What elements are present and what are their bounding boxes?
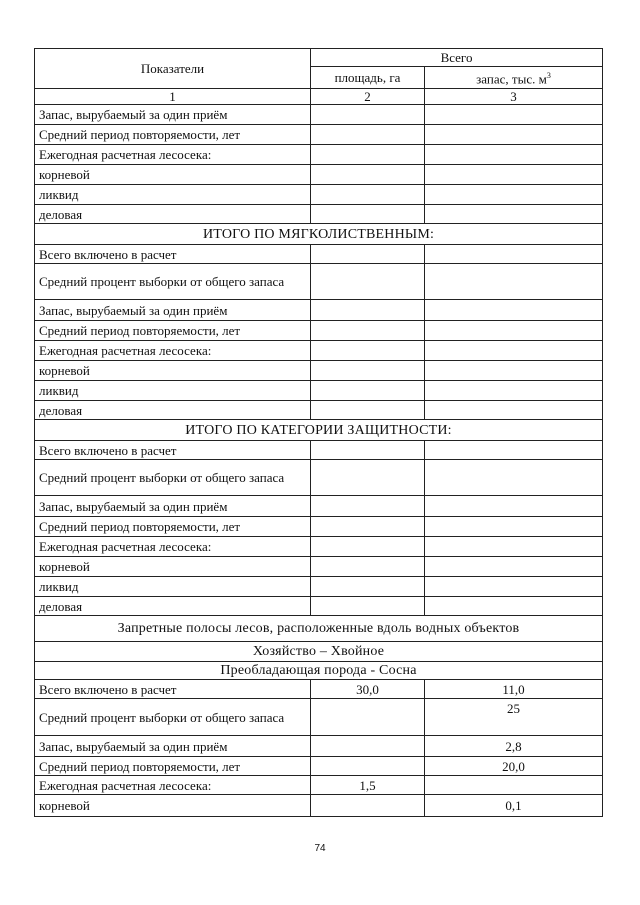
table-row [35, 496, 603, 517]
row-label: Средний период повторяемости, лет [35, 125, 311, 145]
row-label: Запас, вырубаемый за один приём [35, 496, 311, 517]
table-row [35, 517, 603, 537]
row-label: Всего включено в расчет [35, 245, 311, 264]
table-row [35, 776, 603, 795]
table-row [35, 205, 603, 224]
row-label: Ежегодная расчетная лесосека: [35, 776, 311, 795]
total-header: Всего [311, 49, 603, 67]
row-label: корневой [35, 361, 311, 381]
row-label: Средний процент выборки от общего запаса [35, 264, 311, 300]
stock-value: 25 [425, 699, 603, 736]
table-row [35, 537, 603, 557]
column-number: 2 [311, 89, 425, 105]
row-label: ликвид [35, 381, 311, 401]
row-label: Запас, вырубаемый за один приём [35, 300, 311, 321]
table-row [35, 680, 603, 699]
section-row [35, 224, 603, 245]
area-value: 1,5 [311, 776, 425, 795]
section-title: ИТОГО ПО МЯГКОЛИСТВЕННЫМ: [35, 224, 603, 245]
table-row [35, 321, 603, 341]
row-label: ликвид [35, 185, 311, 205]
row-label: Ежегодная расчетная лесосека: [35, 145, 311, 165]
table-row [35, 165, 603, 185]
section-title: Запретные полосы лесов, расположенные вдоль водных объектов [35, 616, 603, 642]
row-label: корневой [35, 165, 311, 185]
table-row [35, 264, 603, 300]
table-row [35, 341, 603, 361]
table-row [35, 736, 603, 757]
row-label: деловая [35, 597, 311, 616]
section-title: ИТОГО ПО КАТЕГОРИИ ЗАЩИТНОСТИ: [35, 420, 603, 441]
row-label: Средний период повторяемости, лет [35, 517, 311, 537]
table-row [35, 105, 603, 125]
row-label: Запас, вырубаемый за один приём [35, 736, 311, 757]
section-title: Преобладающая порода - Сосна [35, 662, 603, 680]
section-row [35, 662, 603, 680]
table-row [35, 145, 603, 165]
table-row [35, 460, 603, 496]
stock-value: 11,0 [425, 680, 603, 699]
row-label: Средний процент выборки от общего запаса [35, 460, 311, 496]
stock-value: 2,8 [425, 736, 603, 757]
row-label: Всего включено в расчет [35, 680, 311, 699]
stock-header: запас, тыс. $м^3$ [425, 67, 603, 89]
table-row [35, 699, 603, 736]
row-label: деловая [35, 401, 311, 420]
area-value: 30,0 [311, 680, 425, 699]
header-row [35, 49, 603, 67]
table-row [35, 361, 603, 381]
table-row [35, 245, 603, 264]
area-header: площадь, га [311, 67, 425, 89]
table-row [35, 381, 603, 401]
section-row [35, 420, 603, 441]
forest-cutting-table [34, 48, 603, 817]
table-row [35, 557, 603, 577]
row-label: корневой [35, 795, 311, 817]
stock-value: 20,0 [425, 757, 603, 776]
section-title: Хозяйство – Хвойное [35, 642, 603, 662]
table-row [35, 577, 603, 597]
row-label: Ежегодная расчетная лесосека: [35, 537, 311, 557]
table-row [35, 401, 603, 420]
column-number-row [35, 89, 603, 105]
row-label: деловая [35, 205, 311, 224]
column-number: 3 [425, 89, 603, 105]
section-row [35, 616, 603, 642]
table-row [35, 300, 603, 321]
row-label: Средний период повторяемости, лет [35, 321, 311, 341]
row-label: Средний процент выборки от общего запаса [35, 699, 311, 736]
page-number: 74 [314, 843, 326, 854]
table-row [35, 795, 603, 817]
table-row [35, 757, 603, 776]
column-number: 1 [35, 89, 311, 105]
row-label: ликвид [35, 577, 311, 597]
row-label: Ежегодная расчетная лесосека: [35, 341, 311, 361]
row-label: Средний период повторяемости, лет [35, 757, 311, 776]
row-label: Запас, вырубаемый за один приём [35, 105, 311, 125]
indicators-header: Показатели [35, 49, 311, 89]
table-row [35, 441, 603, 460]
section-row [35, 642, 603, 662]
row-label: корневой [35, 557, 311, 577]
table-row [35, 597, 603, 616]
stock-value: 0,1 [425, 795, 603, 817]
table-row [35, 185, 603, 205]
table-row [35, 125, 603, 145]
row-label: Всего включено в расчет [35, 441, 311, 460]
